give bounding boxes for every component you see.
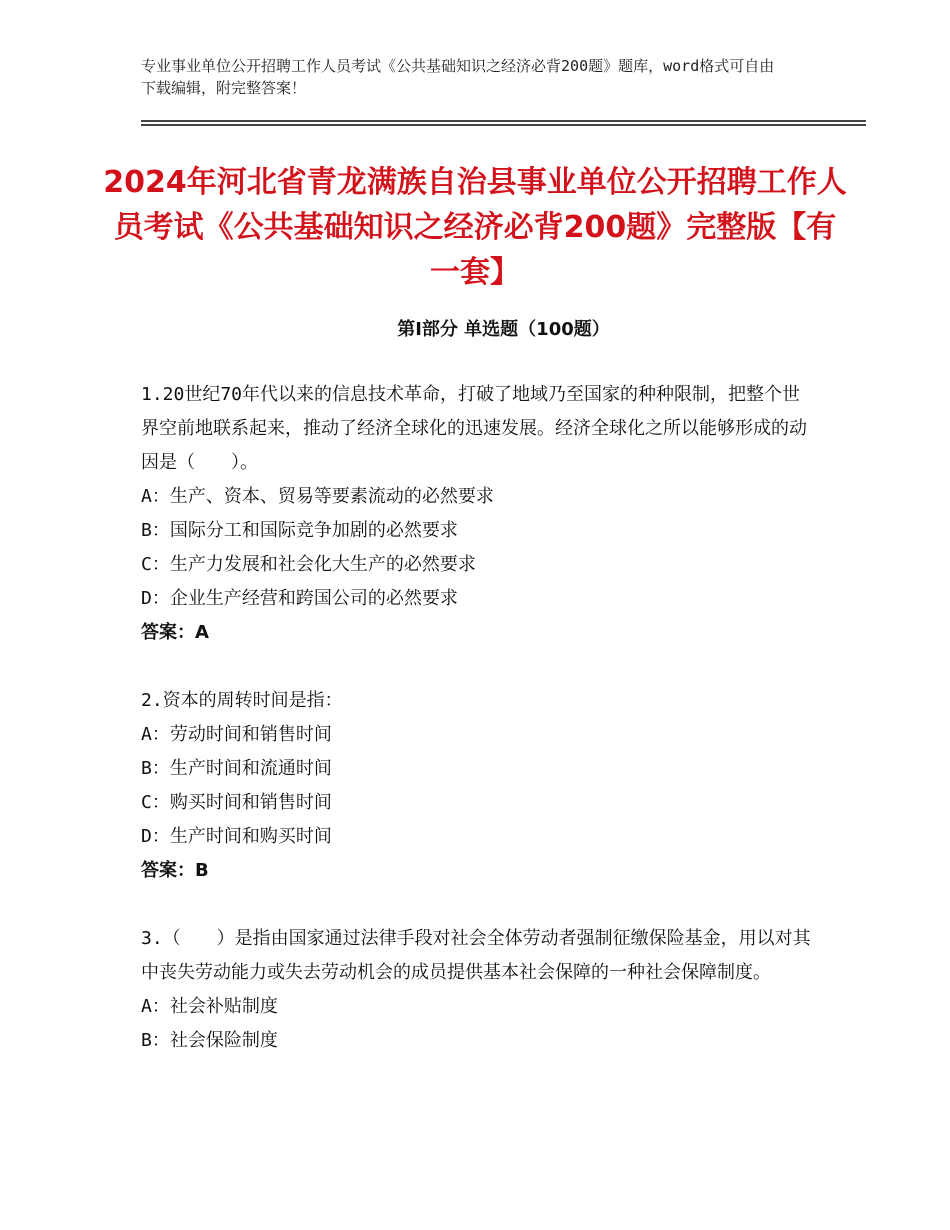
option-d: D：生产时间和购买时间: [141, 826, 332, 847]
header-note: 专业事业单位公开招聘工作人员考试《公共基础知识之经济必背200题》题库，word格式可自由下载编辑，附完整答案！: [141, 57, 775, 97]
option-a: A：社会补贴制度: [141, 996, 278, 1017]
header-rule-bottom: [141, 124, 866, 126]
option-a: A：劳动时间和销售时间: [141, 724, 332, 745]
answer: 答案：B: [141, 860, 209, 881]
option-b: B：国际分工和国际竞争加剧的必然要求: [141, 520, 458, 541]
question-text: 2.资本的周转时间是指：: [141, 690, 343, 711]
option-d: D：企业生产经营和跨国公司的必然要求: [141, 588, 458, 609]
question-list: [141, 378, 811, 1092]
question-text: 1.20世纪70年代以来的信息技术革命，打破了地域乃至国家的种种限制，把整个世界空前地联系起来，推动了经济全球化的迅速发展。经济全球化之所以能够形成的动因是（ ）。: [141, 384, 807, 473]
option-b: B：生产时间和流通时间: [141, 758, 332, 779]
answer: 答案：A: [141, 622, 209, 643]
question-2: [141, 684, 811, 888]
option-a: A：生产、资本、贸易等要素流动的必然要求: [141, 486, 494, 507]
document-title: 2024年河北省青龙满族自治县事业单位公开招聘工作人员考试《公共基础知识之经济必背200题》完整版【有一套】: [103, 165, 847, 290]
option-b: B：社会保险制度: [141, 1030, 278, 1051]
section-title: 第Ⅰ部分 单选题（100题）: [397, 319, 610, 340]
question-3: [141, 922, 811, 1058]
option-c: C：生产力发展和社会化大生产的必然要求: [141, 554, 476, 575]
header-rule-top: [141, 120, 866, 122]
question-text: 3.（ ）是指由国家通过法律手段对社会全体劳动者强制征缴保险基金，用以对其中丧失劳动能力或失去劳动机会的成员提供基本社会保障的一种社会保障制度。: [141, 928, 811, 983]
question-1: [141, 378, 811, 650]
option-c: C：购买时间和销售时间: [141, 792, 332, 813]
